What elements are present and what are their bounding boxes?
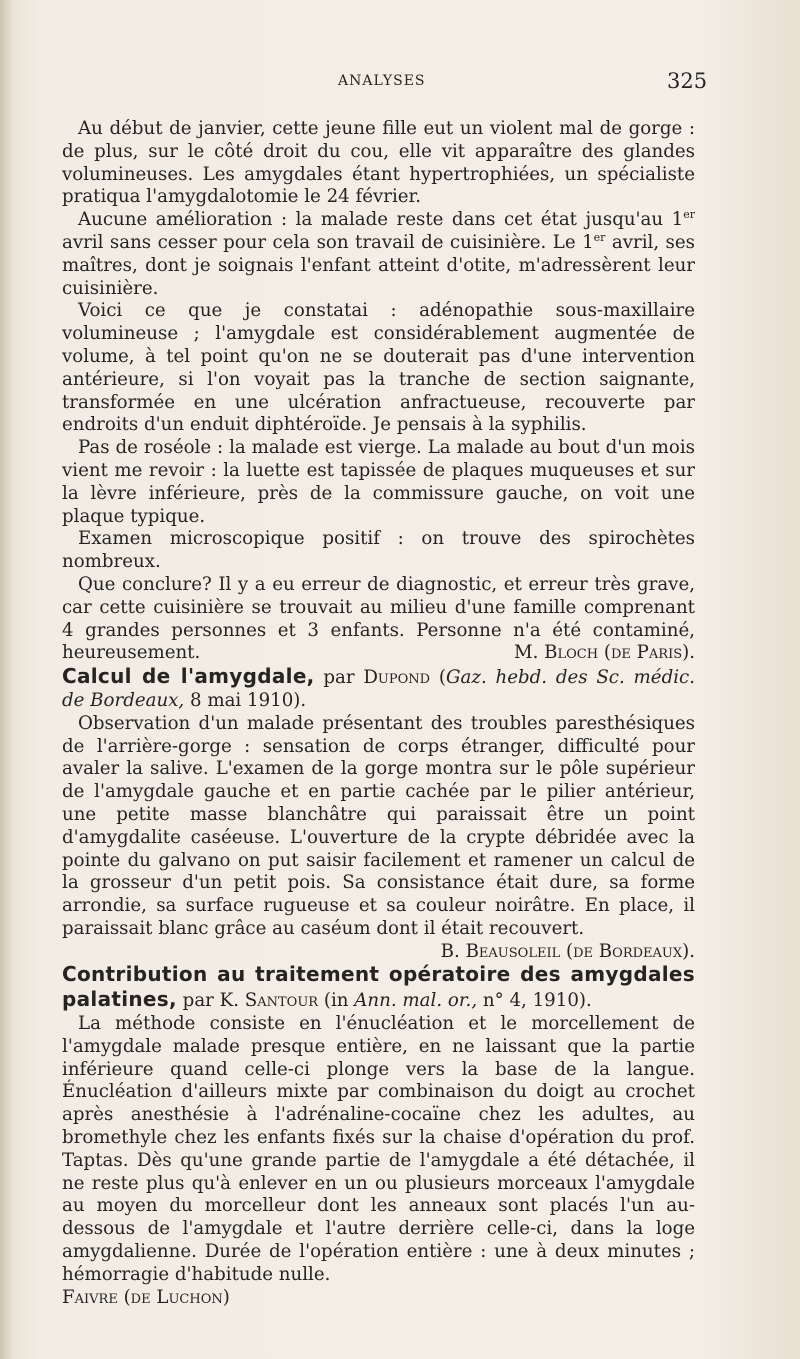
article-2-paragraph [62,712,695,962]
p2-text-a: Aucune amélioration : la malade reste dans cet état jusqu'au 1 [78,209,684,231]
article-3-paragraph: La méthode consiste en l'énucléation et le morcellement de l'amygdale malade presque entière, en ne laissant que la partie inférieure quand celle-ci plonge vers la base de la langue. Énucléation d'ailleurs mixte par combinaison du doigt au crochet après anesthésie à l'adrénaline-cocaïne chez les adultes, au bromethyle chez les enfants fixés sur la chaise d'opération du prof. Taptas. Dès qu'une grande partie de l'amygdale a été détachée, il ne reste plus qu'à enlever en un ou plusieurs morceaux l'amygdale au moyen du morcelleur dont les anneaux sont placés l'un au-dessous de l'amygdale et l'autre derrière celle-ci, dans la loge amygdalienne. Durée de l'opération entière : une à deux minutes ; hémorragie d'habitude nulle. [62,1013,695,1285]
article-3-source-open: (in [318,990,355,1012]
p2-sup-1: er [683,208,695,222]
p2-text-b: avril sans cesser pour cela son travail de cuisinière. Le 1 [62,231,594,253]
article-2-author: Dupond [363,667,431,689]
paragraph-2 [62,209,695,300]
p2-text-c: avril, ses maîtres, dont je soignais l'enfant atteint d'otite, m'adressèrent leur cuisinière. [62,231,695,299]
article-2-text: Observation d'un malade présentant des troubles paresthésiques de l'arrière-gorge : sensation de corps étranger, difficulté pour avaler la salive. L'examen de la gorge montra sur le pôle supérieur de l'amygdale gauche et en partie cachée par le pilier antérieur, une petite masse blanchâtre qui paraissait être un point d'amygdalite caséeuse. L'ouverture de la crypte débridée avec la pointe du galvano on put saisir facilement et ramener un calcul de la grosseur d'un petit pois. Sa consistance était dure, sa forme arrondie, sa surface rugueuse et sa couleur noirâtre. En place, il paraissait blanc grâce au caséum dont il était recouvert. [62,712,695,939]
article-3-by: par [176,990,220,1012]
page-body [62,118,695,1309]
paragraph-4: Pas de roséole : la malade est vierge. La malade au bout d'un mois vient me revoir : la luette est tapissée de plaques muqueuses et sur la lèvre inférieure, près de la commissure gauche, on voit une plaque typique. [62,437,695,527]
article-2-date: 8 mai 1910). [184,689,307,711]
article-3-date: n° 4, 1910). [477,990,592,1012]
article-2-heading [62,665,695,713]
page-number: 325 [667,69,708,93]
article-2-title: Calcul de l'amygdale, [62,664,315,689]
paragraph-1: Au début de janvier, cette jeune fille eut un violent mal de gorge : de plus, sur le côté droit du cou, elle vit apparaître des glandes volumineuses. Les amygdales étant hypertrophiées, un spécialiste pratiqua l'amygdalotomie le 24 février. [62,118,695,208]
article-2-source: Gaz. hebd. des Sc. médic. de Bordeaux, [62,667,695,711]
header-title: ANALYSES [338,73,426,89]
paragraph-5: Examen microscopique positif : on trouve des spirochètes nombreux. [62,528,695,573]
signature-beausoleil: B. Beausoleil (de Bordeaux). [440,940,695,962]
p2-sup-2: er [593,230,606,244]
signature-bloch: M. Bloch (de Paris). [513,642,695,664]
article-3-title: Contribution au traitement opératoire des amygdales palatines, [62,962,695,1012]
p6-text: Que conclure? Il y a eu erreur de diagnostic, et erreur très grave, car cette cuisinière se trouvait au milieu d'une famille comprenant 4 grandes personnes et 3 enfants. Personne n'a été contaminé, heureusement. [62,573,695,664]
article-3-source: Ann. mal. or., [354,990,478,1012]
paragraph-3: Voici ce que je constatai : adénopathie sous-maxillaire volumineuse ; l'amygdale est considérablement augmentée de volume, à tel point qu'on ne se douterait pas d'une intervention antérieure, si l'on voyait pas la tranche de section saignante, transformée en une ulcération anfractueuse, recouverte par endroits d'un enduit diphtéroïde. Je pensais à la syphilis. [62,300,695,436]
paragraph-6 [62,574,695,665]
article-2-by: par [314,667,364,689]
running-header [0,69,800,103]
article-3-heading [62,963,695,1013]
signature-faivre: Faivre (de Luchon) [62,1286,230,1308]
page-shadow-edge [0,0,14,1359]
article-3-author: K. Santour [219,990,319,1012]
article-2-source-open: ( [430,667,446,689]
